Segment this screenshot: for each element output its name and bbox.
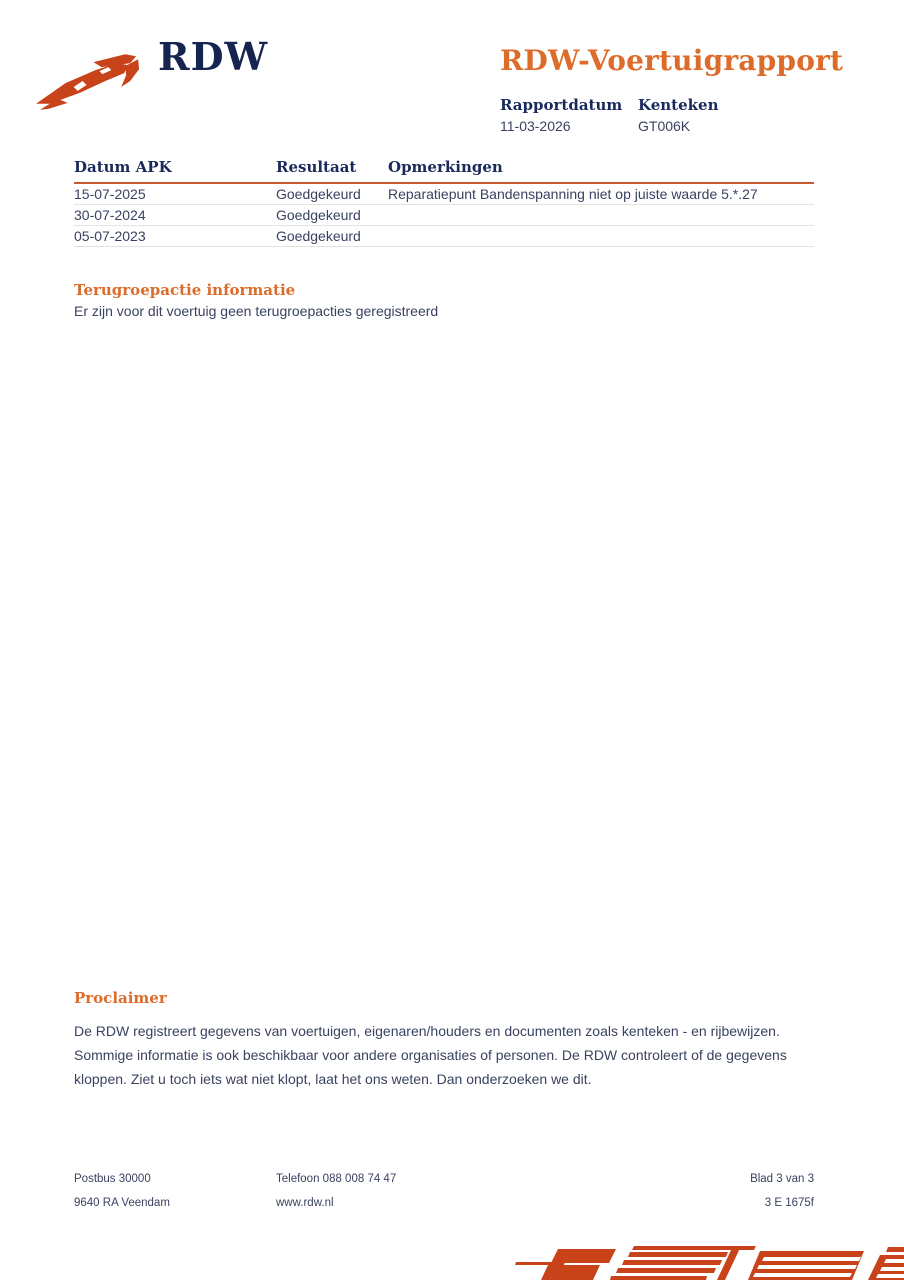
table-header-row (74, 158, 814, 184)
cell-opmerkingen: Reparatiepunt Bandenspanning niet op juiste waarde 5.*.27 (388, 186, 758, 202)
page-title: RDW-Voertuigrapport (500, 44, 844, 77)
cell-resultaat: Goedgekeurd (276, 186, 361, 202)
terugroepactie-text: Er zijn voor dit voertuig geen terugroepacties geregistreerd (74, 303, 439, 319)
table-row (74, 184, 814, 205)
cell-resultaat: Goedgekeurd (276, 228, 361, 244)
table-row (74, 226, 814, 247)
cell-datum: 05-07-2023 (74, 228, 146, 244)
rdw-feather-logo-icon (36, 52, 150, 112)
column-header-resultaat: Resultaat (276, 158, 357, 176)
kenteken-value: GT006K (638, 118, 691, 134)
rapportdatum-value: 11-03-2026 (500, 118, 571, 134)
brand-logo-text: RDW (158, 34, 269, 79)
footer-city: 9640 RA Veendam (74, 1197, 170, 1209)
column-header-datum-apk: Datum APK (74, 158, 172, 176)
apk-history-table (74, 158, 814, 247)
footer-website-link[interactable] (276, 1197, 334, 1209)
footer-page-indicator: Blad 3 van 3 (750, 1173, 814, 1185)
kenteken-label: Kenteken (638, 96, 719, 114)
table-row (74, 205, 814, 226)
rapportdatum-label: Rapportdatum (500, 96, 623, 114)
cell-datum: 30-07-2024 (74, 207, 146, 223)
footer-form-code: 3 E 1675f (764, 1197, 814, 1209)
proclaimer-text: De RDW registreert gegevens van voertuigen, eigenaren/houders en documenten zoals kenteken - en rijbewijzen. Sommige informatie is ook beschikbaar voor andere organisaties of personen. De RDW controleert of de gegevens kloppen. Ziet u toch iets wat niet klopt, laat het ons weten. Dan onderzoeken we dit. (74, 1023, 787, 1087)
footer-phone: Telefoon 088 008 74 47 (276, 1173, 397, 1185)
cell-datum: 15-07-2025 (74, 186, 146, 202)
speed-stripes-graphic-icon (512, 1245, 904, 1280)
cell-resultaat: Goedgekeurd (276, 207, 361, 223)
terugroepactie-heading: Terugroepactie informatie (74, 281, 296, 299)
proclaimer-heading: Proclaimer (74, 989, 167, 1007)
footer-website-url[interactable]: www.rdw.nl (276, 1197, 334, 1209)
cell-opmerkingen (388, 205, 814, 225)
column-header-opmerkingen: Opmerkingen (388, 158, 503, 176)
footer-postbus: Postbus 30000 (74, 1173, 151, 1185)
cell-opmerkingen (388, 226, 814, 246)
